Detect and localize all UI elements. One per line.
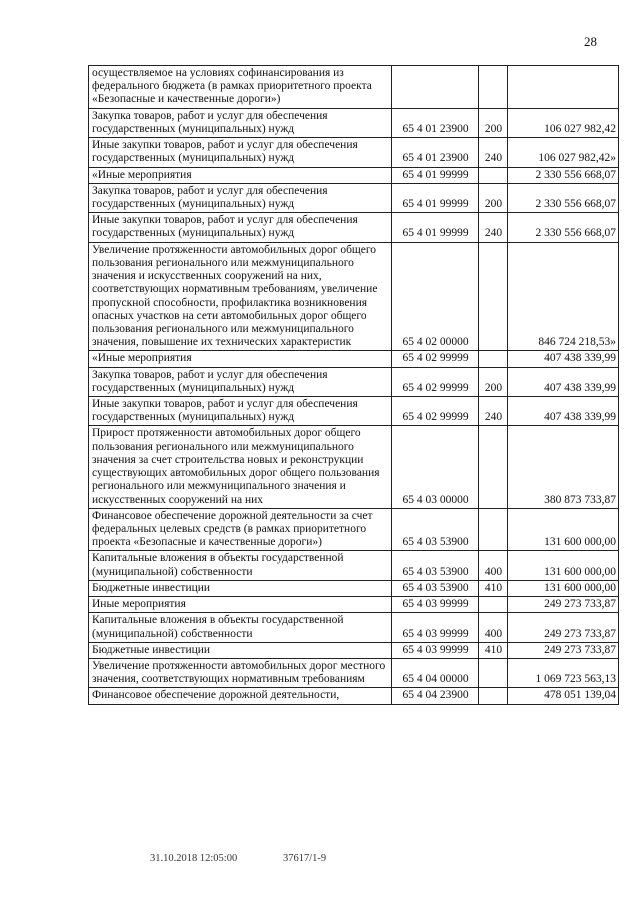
- row-csr-cell: 65 4 03 53900: [392, 551, 479, 580]
- row-name-cell: Финансовое обеспечение дорожной деятельности,: [89, 688, 392, 704]
- row-name-cell: Бюджетные инвестиции: [89, 580, 392, 596]
- row-name-cell: Финансовое обеспечение дорожной деятельности за счет федеральных целевых средств (в рамках приоритетного проекта «Безопасные и качественные дороги»): [89, 508, 392, 551]
- table-row: [89, 213, 619, 242]
- row-csr-cell: 65 4 03 99999: [392, 613, 479, 642]
- row-csr-cell: 65 4 02 00000: [392, 242, 479, 351]
- footer-doc-id: 37617/1-9: [283, 853, 327, 864]
- row-sum-cell: 131 600 000,00: [508, 580, 619, 596]
- row-vr-cell: [479, 658, 508, 687]
- row-sum-cell: 106 027 982,42: [508, 108, 619, 137]
- row-sum-cell: 131 600 000,00: [508, 508, 619, 551]
- table-row: [89, 66, 619, 109]
- row-sum-cell: 407 438 339,99: [508, 397, 619, 426]
- table-row: [89, 642, 619, 658]
- row-csr-cell: 65 4 01 99999: [392, 213, 479, 242]
- row-csr-cell: 65 4 01 23900: [392, 138, 479, 167]
- table-row: [89, 597, 619, 613]
- row-csr-cell: 65 4 01 23900: [392, 108, 479, 137]
- row-vr-cell: 240: [479, 138, 508, 167]
- row-vr-cell: [479, 508, 508, 551]
- row-sum-cell: 106 027 982,42»: [508, 138, 619, 167]
- row-sum-cell: 1 069 723 563,13: [508, 658, 619, 687]
- row-name-cell: Иные закупки товаров, работ и услуг для обеспечения государственных (муниципальных) нужд: [89, 213, 392, 242]
- row-csr-cell: 65 4 03 53900: [392, 580, 479, 596]
- table-row: [89, 367, 619, 396]
- row-sum-cell: 249 273 733,87: [508, 642, 619, 658]
- row-sum-cell: 249 273 733,87: [508, 613, 619, 642]
- row-name-cell: Увеличение протяженности автомобильных дорог общего пользования регионального или межмуниципального значения и искусственных сооружений на них, соответствующих нормативным требованиям, увеличение пропускной способности, профилактика возникновения опасных участков на сети автомобильных дорог общего пользования регионального или межмуниципального значения, повышение их технических характеристик: [89, 242, 392, 351]
- table-row: [89, 242, 619, 351]
- row-csr-cell: 65 4 01 99999: [392, 167, 479, 183]
- row-vr-cell: 240: [479, 213, 508, 242]
- row-csr-cell: 65 4 02 99999: [392, 397, 479, 426]
- row-csr-cell: 65 4 02 99999: [392, 367, 479, 396]
- row-sum-cell: 131 600 000,00: [508, 551, 619, 580]
- row-name-cell: Прирост протяженности автомобильных дорог общего пользования регионального или межмуниципального значения за счет строительства новых и реконструкции существующих автомобильных дорог общего пользования регионального или межмуниципального значения и искусственных сооружений на них: [89, 426, 392, 508]
- row-csr-cell: 65 4 04 23900: [392, 688, 479, 704]
- row-vr-cell: 200: [479, 183, 508, 212]
- table-row: [89, 658, 619, 687]
- row-vr-cell: 240: [479, 397, 508, 426]
- row-vr-cell: [479, 167, 508, 183]
- budget-table: [88, 65, 619, 705]
- row-sum-cell: 2 330 556 668,07: [508, 183, 619, 212]
- row-vr-cell: 200: [479, 108, 508, 137]
- row-sum-cell: [508, 66, 619, 109]
- row-sum-cell: 478 051 139,04: [508, 688, 619, 704]
- row-csr-cell: 65 4 03 99999: [392, 597, 479, 613]
- row-csr-cell: 65 4 01 99999: [392, 183, 479, 212]
- row-name-cell: «Иные мероприятия: [89, 167, 392, 183]
- row-csr-cell: 65 4 03 00000: [392, 426, 479, 508]
- table-row: [89, 580, 619, 596]
- row-name-cell: Бюджетные инвестиции: [89, 642, 392, 658]
- page-number: 28: [584, 34, 597, 49]
- row-vr-cell: [479, 242, 508, 351]
- row-sum-cell: 407 438 339,99: [508, 351, 619, 367]
- row-name-cell: Закупка товаров, работ и услуг для обеспечения государственных (муниципальных) нужд: [89, 183, 392, 212]
- budget-table-body: [89, 66, 619, 705]
- row-csr-cell: 65 4 03 99999: [392, 642, 479, 658]
- table-row: [89, 351, 619, 367]
- row-vr-cell: [479, 597, 508, 613]
- row-sum-cell: 2 330 556 668,07: [508, 167, 619, 183]
- row-sum-cell: 249 273 733,87: [508, 597, 619, 613]
- row-name-cell: Капитальные вложения в объекты государственной (муниципальной) собственности: [89, 551, 392, 580]
- table-row: [89, 613, 619, 642]
- row-vr-cell: [479, 688, 508, 704]
- row-vr-cell: 400: [479, 613, 508, 642]
- row-name-cell: Капитальные вложения в объекты государственной (муниципальной) собственности: [89, 613, 392, 642]
- table-row: [89, 688, 619, 704]
- row-sum-cell: 380 873 733,87: [508, 426, 619, 508]
- row-sum-cell: 407 438 339,99: [508, 367, 619, 396]
- table-row: [89, 183, 619, 212]
- row-name-cell: Иные закупки товаров, работ и услуг для обеспечения государственных (муниципальных) нужд: [89, 397, 392, 426]
- table-row: [89, 426, 619, 508]
- table-row: [89, 508, 619, 551]
- table-row: [89, 397, 619, 426]
- row-csr-cell: 65 4 02 99999: [392, 351, 479, 367]
- table-row: [89, 551, 619, 580]
- table-row: [89, 167, 619, 183]
- row-sum-cell: 846 724 218,53»: [508, 242, 619, 351]
- row-vr-cell: 410: [479, 642, 508, 658]
- row-name-cell: Закупка товаров, работ и услуг для обеспечения государственных (муниципальных) нужд: [89, 108, 392, 137]
- table-row: [89, 138, 619, 167]
- row-vr-cell: [479, 426, 508, 508]
- row-name-cell: Увеличение протяженности автомобильных дорог местного значения, соответствующих нормативным требованиям: [89, 658, 392, 687]
- row-vr-cell: [479, 351, 508, 367]
- row-sum-cell: 2 330 556 668,07: [508, 213, 619, 242]
- row-csr-cell: 65 4 03 53900: [392, 508, 479, 551]
- footer-date: 31.10.2018 12:05:00: [150, 853, 238, 864]
- row-name-cell: Иные мероприятия: [89, 597, 392, 613]
- row-vr-cell: 410: [479, 580, 508, 596]
- row-name-cell: осуществляемое на условиях софинансирования из федерального бюджета (в рамках приоритетного проекта «Безопасные и качественные дороги»): [89, 66, 392, 109]
- row-csr-cell: [392, 66, 479, 109]
- row-name-cell: Иные закупки товаров, работ и услуг для обеспечения государственных (муниципальных) нужд: [89, 138, 392, 167]
- row-name-cell: «Иные мероприятия: [89, 351, 392, 367]
- row-vr-cell: 200: [479, 367, 508, 396]
- table-row: [89, 108, 619, 137]
- row-vr-cell: [479, 66, 508, 109]
- row-name-cell: Закупка товаров, работ и услуг для обеспечения государственных (муниципальных) нужд: [89, 367, 392, 396]
- row-vr-cell: 400: [479, 551, 508, 580]
- row-csr-cell: 65 4 04 00000: [392, 658, 479, 687]
